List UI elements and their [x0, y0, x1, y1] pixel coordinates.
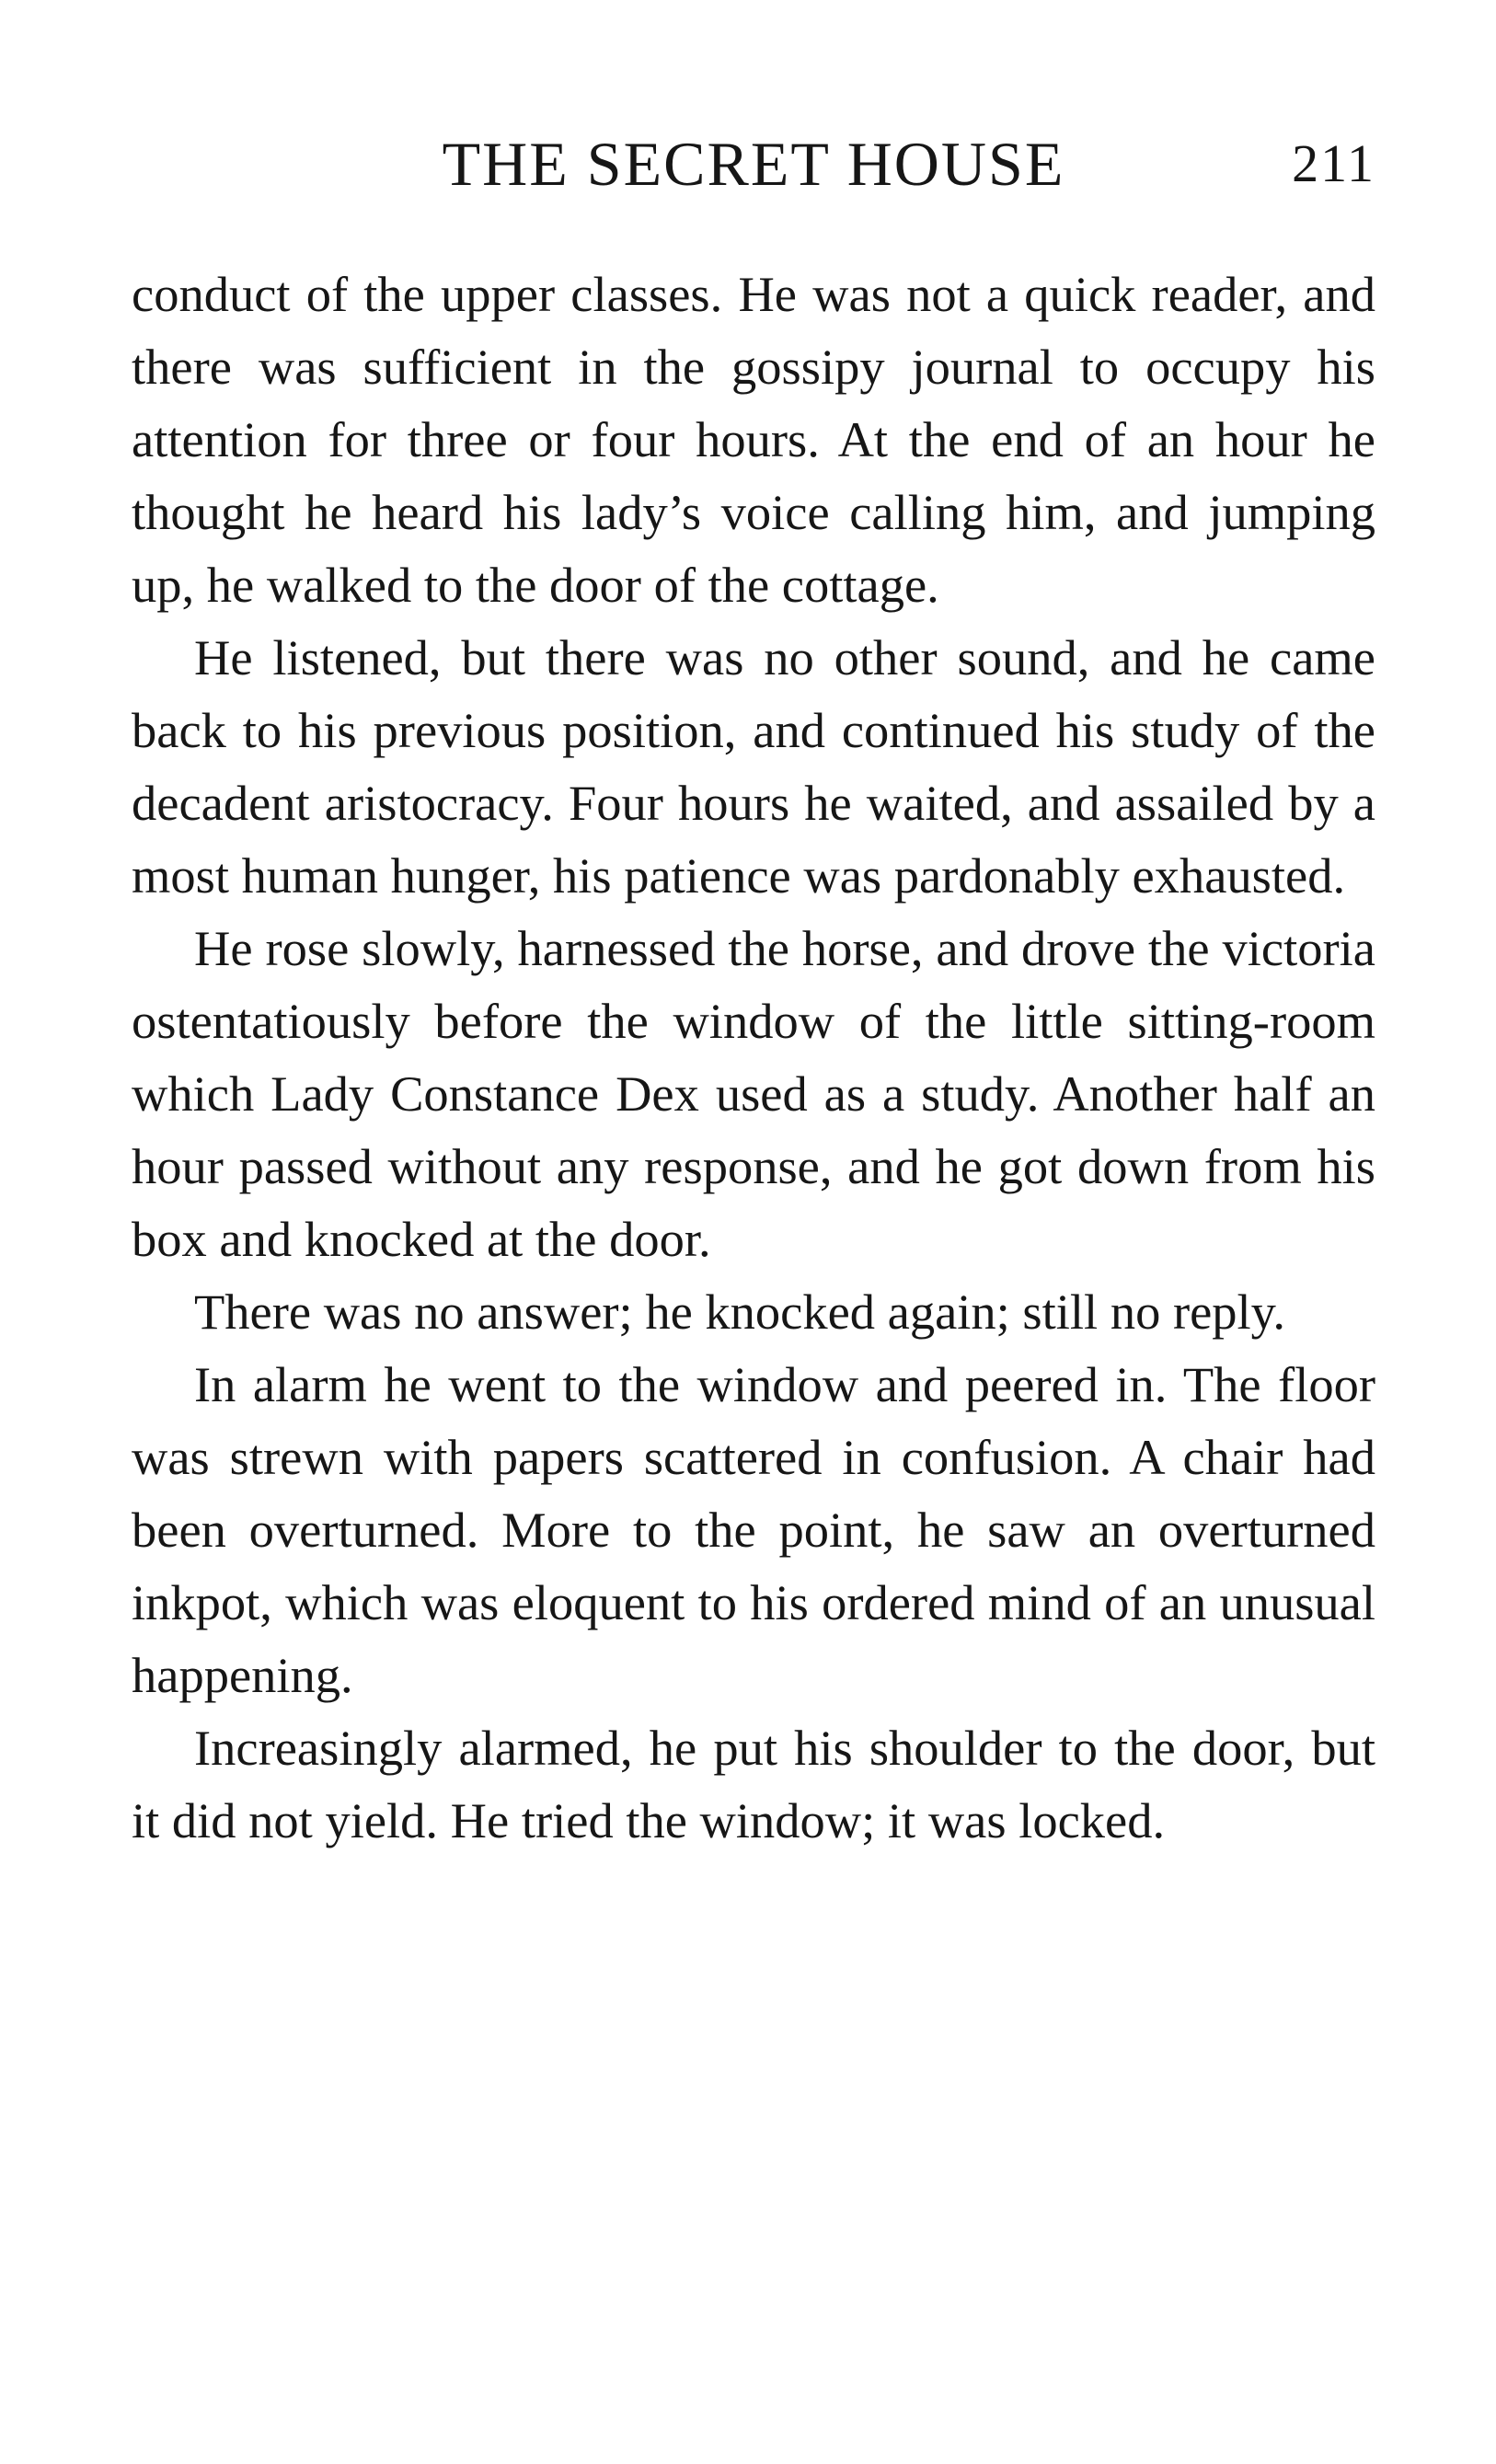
paragraph: In alarm he went to the window and peered in. The floor was strewn with papers scattered in confusion. A chair had been overturned. More to the point, he saw an overturned inkpot, which was eloquent to his ordered mind of an unusual happening. — [132, 1356, 1375, 1703]
body-text — [132, 258, 1375, 1857]
paragraph: Increasingly alarmed, he put his shoulder to the door, but it did not yield. He tried the window; it was locked. — [132, 1720, 1375, 1848]
page-number: 211 — [1292, 133, 1375, 193]
running-title: THE SECRET HOUSE — [442, 129, 1065, 199]
paragraph: conduct of the upper classes. He was not a quick reader, and there was sufficient in the gossipy journal to occupy his attention for three or four hours. At the end of an hour he thought he heard his lady’s voice calling him, and jumping up, he walked to the door of the cottage. — [132, 266, 1375, 613]
paragraph: He rose slowly, harnessed the horse, and drove the victoria ostentatiously before the window of the little sitting-room which Lady Constance Dex used as a study. Another half an hour passed without any response, and he got down from his box and knocked at the door. — [132, 920, 1375, 1267]
page-header — [132, 118, 1375, 210]
paragraph: There was no answer; he knocked again; still no reply. — [194, 1284, 1286, 1340]
paragraph: He listened, but there was no other sound, and he came back to his previous position, and continued his study of the decadent aristocracy. Four hours he waited, and assailed by a most human hunger, his patience was pardonably exhausted. — [132, 629, 1375, 904]
